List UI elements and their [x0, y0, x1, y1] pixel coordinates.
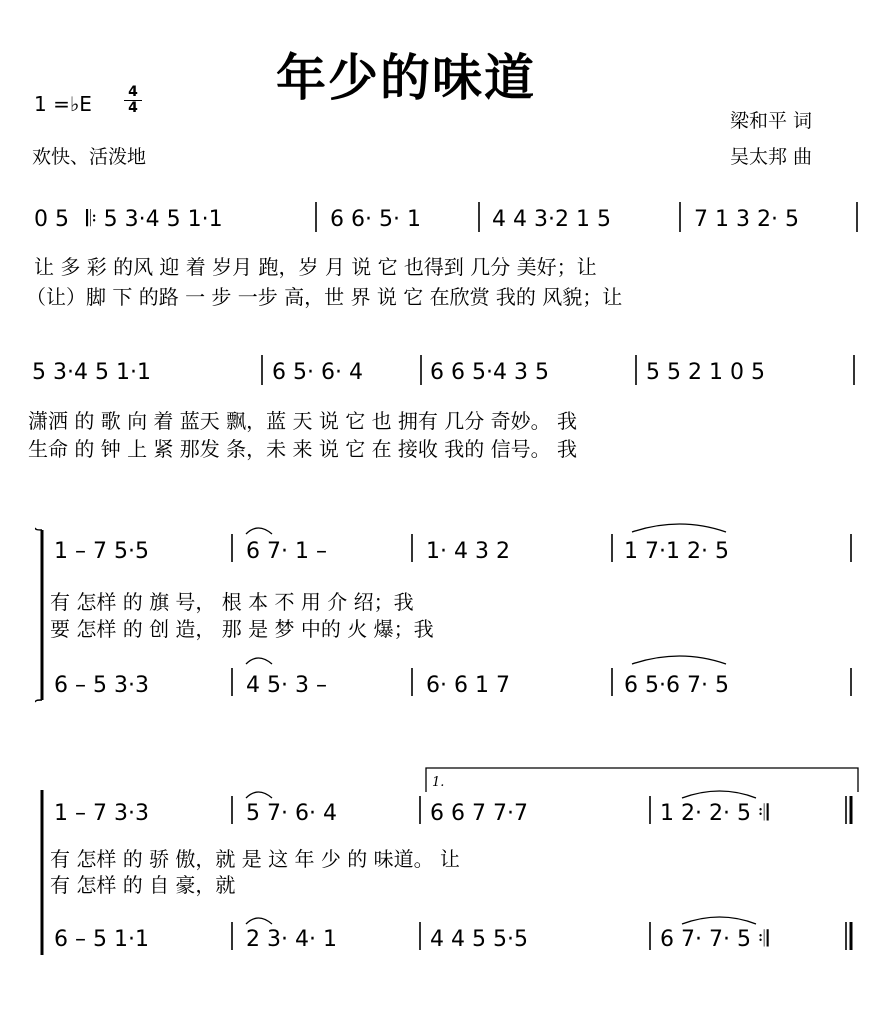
system-1-measure-1: 𝄆 5 3·4 5 1·1	[86, 207, 223, 232]
system-3-harmony-measure-3: 6· 6 1 7	[426, 673, 510, 698]
system-4-lyrics-verse-1: 有 怎样 的 骄 傲，就 是 这 年 少 的 味道。 让	[50, 847, 460, 871]
volta-bracket	[426, 768, 858, 792]
system-1-measure-3: 4 4 3·2 1 5	[492, 207, 611, 232]
system-4-harmony-measure-2: 2 3· 4· 1	[246, 927, 337, 952]
system-2-lyrics-verse-2: 生命 的 钟 上 紧 那发 条，未 来 说 它 在 接收 我的 信号。 我	[28, 437, 578, 461]
system-1-lyrics-verse-2: （让）脚 下 的路 一 步 一步 高，世 界 说 它 在欣赏 我的 风貌；让	[26, 285, 623, 309]
system-4-harmony-measure-4: 6 7· 7· 5 𝄇	[660, 927, 769, 952]
system-2-measure-1: 5 3·4 5 1·1	[32, 360, 151, 385]
system-4-measure-1: 1 – 7 3·3	[54, 801, 149, 826]
system-4-lyrics-verse-2: 有 怎样 的 自 豪，就	[50, 873, 236, 897]
system-2-measure-2: 6 5· 6· 4	[272, 360, 363, 385]
song-title: 年少的味道	[276, 49, 536, 107]
volta-label: 1.	[432, 775, 445, 790]
system-3-measure-3: 1· 4 3 2	[426, 539, 510, 564]
system-1-lyrics-verse-1: 让 多 彩 的风 迎 着 岁月 跑，岁 月 说 它 也得到 几分 美好；让	[34, 255, 597, 279]
composer-credit: 吴太邦 曲	[730, 146, 813, 168]
system-3-harmony-measure-4: 6 5·6 7· 5	[624, 673, 729, 698]
time-signature-bottom: 4	[128, 100, 138, 116]
system-4-measure-4: 1 2· 2· 5 𝄇	[660, 801, 769, 826]
lyricist-credit: 梁和平 词	[730, 110, 813, 132]
system-1-measure-2: 6 6· 5· 1	[330, 207, 421, 232]
system-3-measure-4: 1 7·1 2· 5	[624, 539, 729, 564]
system-4-measure-2: 5 7· 6· 4	[246, 801, 337, 826]
system-2-lyrics-verse-1: 潇洒 的 歌 向 着 蓝天 飘，蓝 天 说 它 也 拥有 几分 奇妙。 我	[28, 409, 578, 433]
system-4-harmony-measure-1: 6 – 5 1·1	[54, 927, 149, 952]
system-3-brace	[36, 528, 42, 702]
tempo-marking: 欢快、活泼地	[32, 146, 147, 168]
system-4-measure-3: 6 6 7 7·7	[430, 801, 528, 826]
system-4-harmony-measure-3: 4 4 5 5·5	[430, 927, 528, 952]
system-1-melody: 0 5	[34, 207, 69, 232]
system-1-measure-4: 7 1 3 2· 5	[694, 207, 799, 232]
system-3-harmony-measure-2: 4 5· 3 –	[246, 673, 327, 698]
system-3-lyrics-verse-2: 要 怎样 的 创 造， 那 是 梦 中的 火 爆；我	[50, 617, 434, 641]
system-2-measure-3: 6 6 5·4 3 5	[430, 360, 549, 385]
system-3-measure-2: 6 7· 1 –	[246, 539, 327, 564]
system-2-measure-4: 5 5 2 1 0 5	[646, 360, 765, 385]
system-3-harmony-measure-1: 6 – 5 3·3	[54, 673, 149, 698]
time-signature-top: 4	[128, 84, 138, 100]
system-3-measure-1: 1 – 7 5·5	[54, 539, 149, 564]
system-3-lyrics-verse-1: 有 怎样 的 旗 号， 根 本 不 用 介 绍；我	[50, 590, 414, 614]
key-signature: 1 =♭E	[34, 92, 92, 116]
